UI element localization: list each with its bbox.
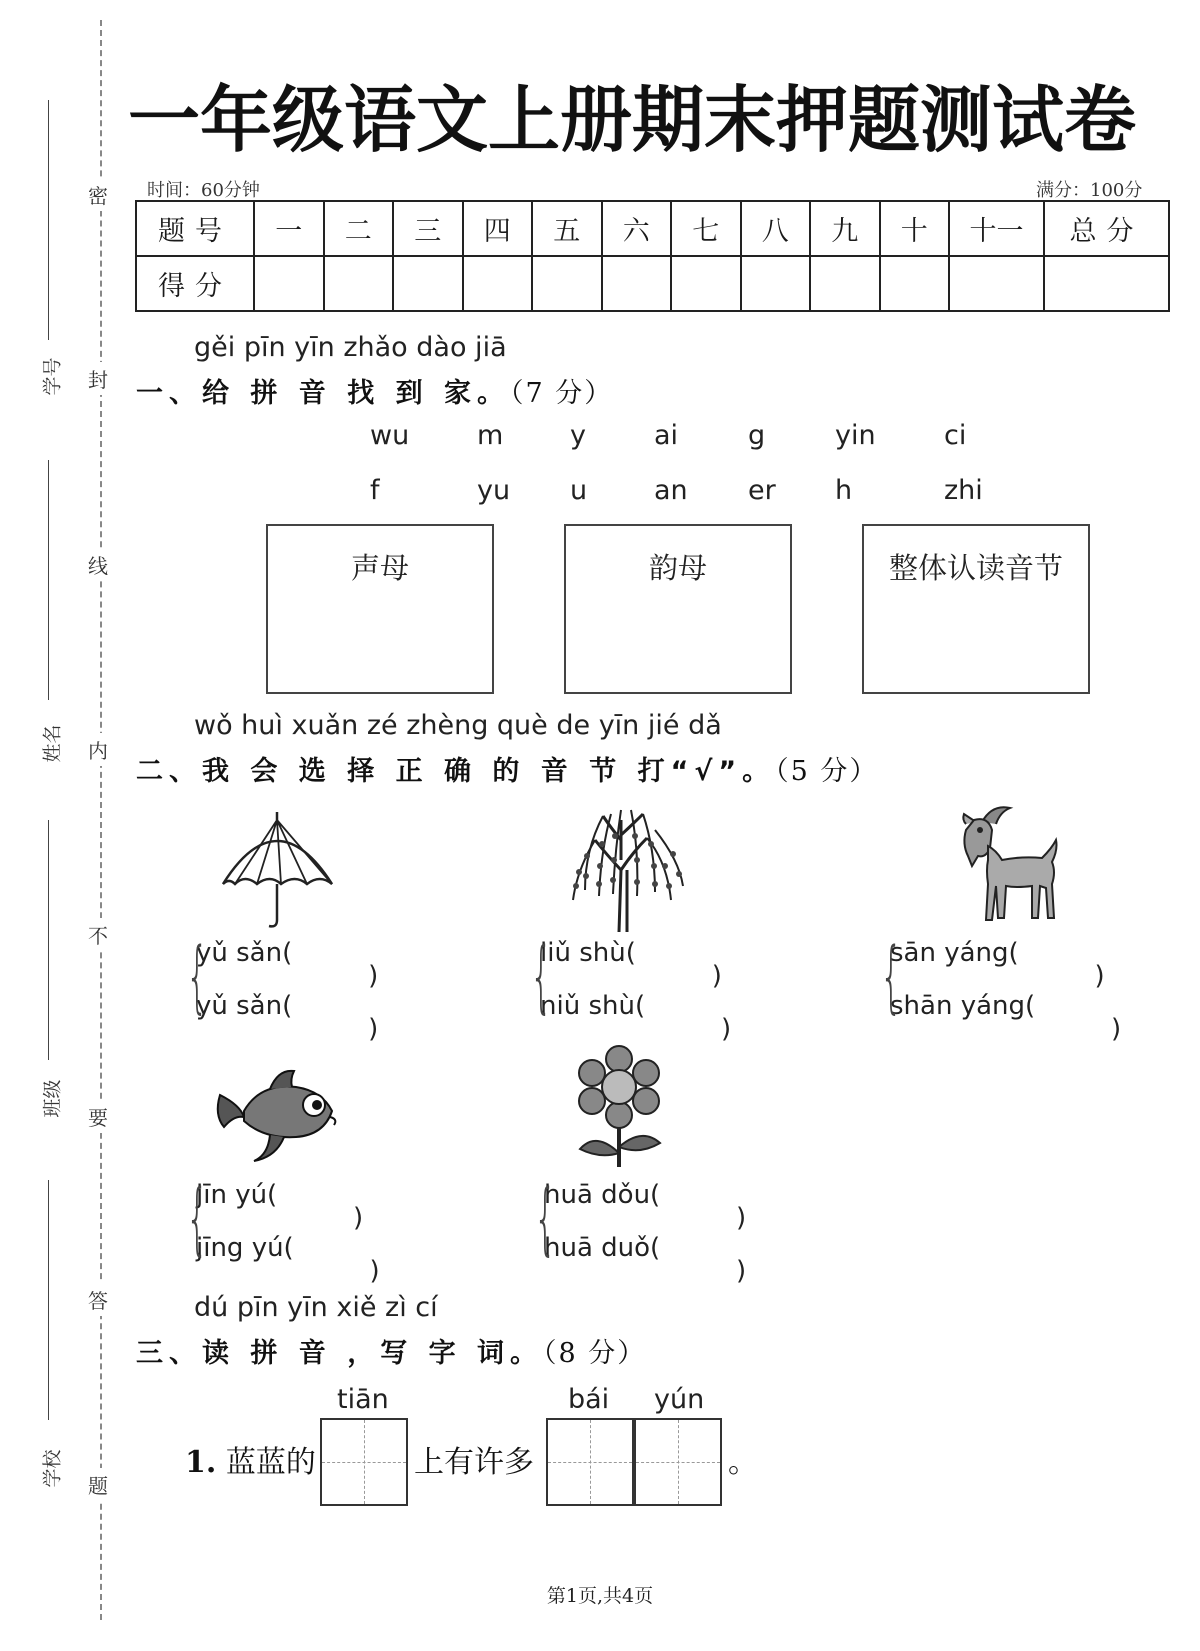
brace-icon: { [186, 932, 209, 1022]
umbrella-icon [215, 808, 340, 933]
writing-grid-box[interactable] [320, 1418, 408, 1506]
answer-box-whole-syllables[interactable] [862, 524, 1090, 694]
brace-icon: { [880, 932, 903, 1022]
score-table-header-cell: 一 [254, 201, 324, 256]
choice-option [196, 938, 378, 991]
choice-group-umbrella [186, 932, 378, 1044]
score-cell[interactable] [741, 256, 811, 311]
score-cell[interactable] [324, 256, 394, 311]
score-table-header-cell: 四 [463, 201, 533, 256]
choice-group-flower [534, 1174, 746, 1286]
seal-char: 封 [88, 362, 108, 395]
box-label: 整体认读音节 [888, 551, 1063, 585]
option-pinyin: jīn yú( [196, 1180, 278, 1210]
score-table-header-cell: 二 [324, 201, 394, 256]
seal-char: 密 [88, 178, 108, 211]
score-cell[interactable] [393, 256, 463, 311]
option-pinyin: niǔ shù( [540, 991, 646, 1021]
section3-heading [136, 1331, 646, 1370]
score-table-header-cell: 十一 [949, 201, 1044, 256]
q1-text-b: 上有许多 [414, 1445, 534, 1480]
score-table-header-cell: 五 [532, 201, 602, 256]
class-label: 班级 [41, 1079, 64, 1118]
seal-char: 要 [88, 1100, 108, 1133]
choice-option [196, 1180, 380, 1233]
choice-option [540, 938, 731, 991]
section3-pinyin: dú pīn yīn xiě zì cí [194, 1292, 438, 1323]
pinyin-item: m [477, 420, 504, 451]
score-table-header-cell: 八 [741, 201, 811, 256]
score-table-header-cell: 六 [602, 201, 672, 256]
option-pinyin: yǔ sǎn( [196, 938, 293, 968]
q1-pinyin-a: tiān [337, 1384, 389, 1415]
page-footer: 第1页,共4页 [546, 1585, 654, 1607]
section2-pinyin: wǒ huì xuǎn zé zhèng què de yīn jié dǎ [194, 710, 722, 741]
choice-option [890, 938, 1121, 991]
score-table-header-cell: 十 [880, 201, 950, 256]
score-cell[interactable] [532, 256, 602, 311]
pinyin-item: er [748, 475, 776, 506]
brace-icon: { [534, 1174, 557, 1264]
option-pinyin: huā duǒ( [544, 1233, 661, 1263]
option-pinyin: yǔ sǎn( [196, 991, 293, 1021]
pinyin-item: zhi [944, 475, 983, 506]
q1-end-punct: 。 [728, 1445, 758, 1480]
choice-group-goldfish [186, 1174, 380, 1286]
score-cell[interactable] [671, 256, 741, 311]
writing-grid-box[interactable] [546, 1418, 634, 1506]
box-label: 韵母 [648, 551, 707, 585]
section2-points: （5 分） [775, 756, 879, 787]
section1-pinyin: gěi pīn yīn zhǎo dào jiā [194, 332, 507, 363]
section3-title: 三、读 拼 音 ，写 字 词。 [136, 1338, 543, 1369]
option-pinyin: sān yáng( [890, 938, 1019, 968]
section1-points: （7 分） [510, 378, 614, 409]
student-id-label: 学号 [41, 357, 64, 396]
choice-option [544, 1233, 746, 1286]
choice-option [890, 991, 1121, 1044]
score-cell[interactable] [949, 256, 1044, 311]
goat-icon [952, 800, 1067, 930]
choice-option [196, 1233, 380, 1286]
pinyin-item: yin [835, 420, 876, 451]
score-cell[interactable] [463, 256, 533, 311]
pinyin-item: g [748, 420, 766, 451]
exam-full-score: 满分：100分 [1036, 180, 1143, 201]
choice-option [196, 991, 378, 1044]
choice-group-goat [880, 932, 1121, 1044]
pinyin-item: yu [477, 475, 511, 506]
option-pinyin: huā dǒu( [544, 1180, 661, 1210]
seal-char: 内 [88, 733, 108, 766]
writing-grid-box[interactable] [634, 1418, 722, 1506]
section1-title: 一、给 拼 音 找 到 家。 [136, 378, 510, 409]
pinyin-item: f [370, 475, 380, 506]
score-cell[interactable] [602, 256, 672, 311]
question-1 [185, 1437, 316, 1481]
pinyin-item: an [654, 475, 688, 506]
section2-heading [136, 749, 878, 788]
school-label: 学校 [41, 1449, 64, 1488]
choice-group-willow [530, 932, 731, 1044]
flower-icon [572, 1045, 667, 1170]
pinyin-item: y [570, 420, 586, 451]
goldfish-icon [210, 1065, 350, 1165]
pinyin-item: ai [654, 420, 679, 451]
answer-box-finals[interactable] [564, 524, 792, 694]
student-name-label: 姓名 [41, 724, 64, 763]
score-row-label: 得分 [136, 256, 254, 311]
score-cell[interactable] [880, 256, 950, 311]
exam-time: 时间：60分钟 [147, 180, 260, 201]
pinyin-item: h [835, 475, 853, 506]
score-table-header-cell: 七 [671, 201, 741, 256]
seal-char: 题 [88, 1468, 108, 1501]
pinyin-item: u [570, 475, 588, 506]
section2-title: 二、我 会 选 择 正 确 的 音 节 打“√”。 [136, 756, 776, 787]
choice-option [540, 991, 731, 1044]
seal-char: 答 [88, 1283, 108, 1316]
willow-tree-icon [555, 800, 695, 935]
score-table-header-cell: 九 [810, 201, 880, 256]
section3-points: （8 分） [543, 1338, 647, 1369]
box-label: 声母 [350, 551, 409, 585]
q1-pinyin-b2: yún [654, 1384, 705, 1415]
total-score-cell[interactable] [1044, 256, 1169, 311]
score-cell[interactable] [254, 256, 324, 311]
seal-char: 不 [88, 918, 108, 951]
score-table [135, 200, 1170, 312]
score-table-header-row [136, 201, 1169, 256]
option-pinyin: liǔ shù( [540, 938, 636, 968]
answer-box-initials[interactable] [266, 524, 494, 694]
choice-option [544, 1180, 746, 1233]
pinyin-item: ci [944, 420, 967, 451]
q1-text-a: 蓝蓝的 [225, 1445, 316, 1480]
question-number: 1. [185, 1445, 217, 1480]
binding-dashed-line [100, 20, 102, 1620]
section1-heading [136, 371, 613, 410]
q1-pinyin-b1: bái [568, 1384, 610, 1415]
score-table-header-cell: 总分 [1044, 201, 1169, 256]
option-pinyin: jīng yú( [196, 1233, 294, 1263]
score-cell[interactable] [810, 256, 880, 311]
brace-icon: { [186, 1174, 209, 1264]
pinyin-item: wu [370, 420, 410, 451]
option-pinyin: shān yáng( [890, 991, 1036, 1021]
exam-title: 一年级语文上册期末押题测试卷 [128, 78, 1137, 162]
seal-char: 线 [88, 548, 108, 581]
score-table-header-cell: 题号 [136, 201, 254, 256]
score-table-header-cell: 三 [393, 201, 463, 256]
score-table-score-row [136, 256, 1169, 311]
brace-icon: { [530, 932, 553, 1022]
